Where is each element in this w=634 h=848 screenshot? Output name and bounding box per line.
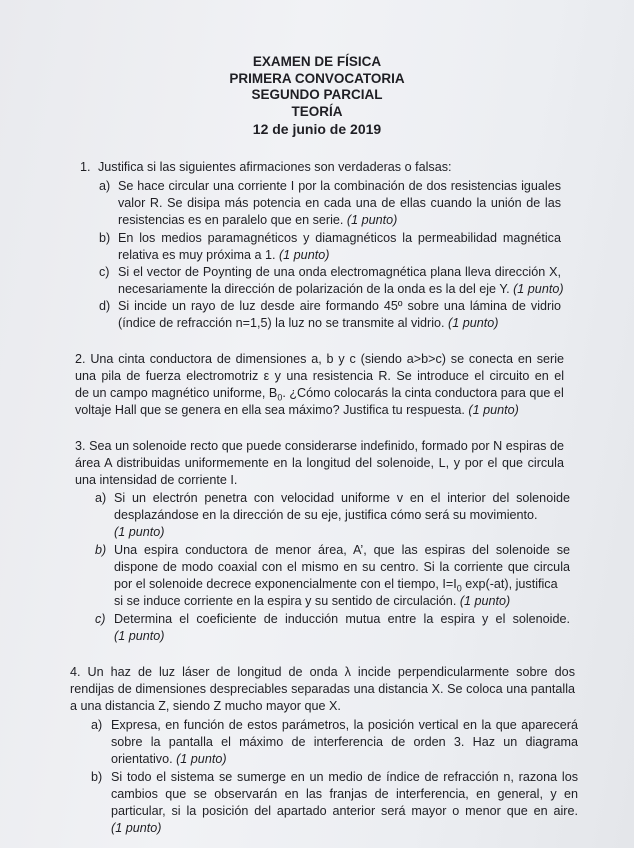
q3-c-label: c)	[95, 612, 106, 626]
q1-c-points: (1 punto)	[513, 282, 564, 296]
q3-a-line2: desplazándose en la dirección de su eje, justifica cómo será su movimiento.	[114, 508, 538, 522]
q4-a-line1: Expresa, en función de estos parámetros, la posición vertical en la que aparecerá	[111, 718, 578, 732]
q1-c-line1: Si el vector de Poynting de una onda electromagnética plana lleva dirección X,	[118, 265, 561, 279]
q1-number: 1.	[80, 160, 91, 174]
q3-c-points: (1 punto)	[114, 629, 165, 643]
q1-a-points: (1 punto)	[346, 213, 398, 227]
exam-convocatoria: PRIMERA CONVOCATORIA	[229, 70, 405, 86]
q1-d-label: d)	[99, 299, 111, 313]
q3-b-label: b)	[95, 543, 107, 557]
q2-line4-text: voltaje Hall que se genera en ella sea máximo? Justifica tu respuesta.	[75, 403, 465, 417]
q3-b-line4-text: si se induce corriente en la espira y su sentido de circulación.	[114, 594, 457, 608]
q3-b-line3-text: por el solenoide decrece exponencialmente con el tiempo, I=I	[114, 577, 457, 591]
q1-a-line1: Se hace circular una corriente I por la combinación de dos resistencias iguales	[118, 179, 561, 193]
q1-c-line2-text: necesariamente la dirección de polarización de la onda es la del eje Y.	[118, 282, 510, 296]
q1-d-line2	[118, 315, 498, 332]
q1-d-line2-text: (índice de refracción n=1,5) la luz no se transmite al vidrio.	[118, 316, 445, 330]
q3-line2: área A distribuidas uniformemente en la longitud del solenoide, L, y por el que circula	[75, 456, 564, 470]
q3-line3: una intensidad de corriente I.	[75, 473, 238, 487]
q4-line2: rendijas de dimensiones despreciables separadas una distancia X. Se coloca una pantalla	[70, 682, 575, 696]
q3-line1: 3. Sea un solenoide recto que puede considerarse indefinido, formado por N espiras de	[75, 439, 564, 453]
q3-b-line3	[114, 576, 558, 593]
q4-b-label: b)	[91, 770, 103, 784]
q3-b-line2: dispone de modo coaxial con el mismo en su centro. Si la corriente que circula	[114, 560, 570, 574]
q3-a-line1: Si un electrón penetra con velocidad uniforme v en el interior del solenoide	[114, 491, 570, 505]
q2-line4	[75, 402, 519, 419]
q4-line1: 4. Un haz de luz láser de longitud de onda λ incide perpendicularmente sobre dos	[70, 665, 575, 679]
exam-tipo: TEORÍA	[291, 103, 343, 119]
q1-d-line1: Si incide un rayo de luz desde aire formando 45º sobre una lámina de vidrio	[118, 299, 561, 313]
q1-a-line3-text: resistencias es en paralelo que en serie.	[118, 213, 344, 227]
q3-b-line1: Una espira conductora de menor área, A’, que las espiras del solenoide se	[114, 543, 570, 557]
q1-c-line2	[118, 281, 564, 298]
q2-line3	[75, 385, 564, 402]
q2-line3-text-b: . ¿Cómo colocarás la cinta conductora para que el	[282, 386, 564, 400]
exam-header	[0, 54, 634, 138]
q4-b-points: (1 punto)	[111, 821, 162, 835]
q1-b-line2-text: relativa es muy próxima a 1.	[118, 248, 276, 262]
q1-a-line3	[118, 212, 397, 229]
q3-a-label: a)	[95, 491, 107, 505]
q2-points: (1 punto)	[468, 403, 519, 417]
q2-line1: 2. Una cinta conductora de dimensiones a, b y c (siendo a>b>c) se conecta en serie	[75, 352, 564, 366]
q4-a-points: (1 punto)	[176, 752, 227, 766]
q1-b-label: b)	[99, 231, 111, 245]
q4-b-line3: particular, si la posición del apartado anterior será mayor o menor que en aire.	[111, 804, 578, 818]
q2-line2: una pila de fuerza electromotriz ε y una resistencia R. Se introduce el circuito en el	[75, 369, 564, 383]
q4-a-label: a)	[91, 718, 103, 732]
exam-title: EXAMEN DE FÍSICA	[252, 54, 382, 69]
q1-a-label: a)	[99, 179, 111, 193]
q2-b0-subscript: 0	[277, 392, 283, 403]
q4-a-line2: sobre la pantalla el máximo de interferencia de orden 3. Haz un diagrama	[111, 735, 578, 749]
q3-b-points: (1 punto)	[459, 594, 511, 608]
q4-b-line2: cambios que se observarán en las franjas de interferencia, en general, y en	[111, 787, 578, 801]
q2-line3-text: de un campo magnético uniforme, B	[75, 386, 278, 400]
q3-i0-subscript: 0	[456, 583, 462, 594]
q4-a-line3-text: orientativo.	[111, 752, 173, 766]
q1-b-line1: En los medios paramagnéticos y diamagnéticos la permeabilidad magnética	[118, 231, 561, 245]
exam-parcial: SEGUNDO PARCIAL	[251, 87, 383, 102]
q1-a-line2: valor R. Se disipa más potencia en cada una de ellas cuando la unión de las	[118, 196, 561, 210]
q1-d-points: (1 punto)	[448, 316, 499, 330]
q1-intro: Justifica si las siguientes afirmaciones son verdaderas o falsas:	[98, 160, 452, 174]
q3-b-line3-text-b: exp(-at), justifica	[461, 577, 558, 591]
q3-c-line1: Determina el coeficiente de inducción mutua entre la espira y el solenoide.	[114, 612, 570, 626]
q3-b-line4	[114, 593, 510, 610]
q4-a-line3	[111, 751, 227, 768]
q4-b-line1: Si todo el sistema se sumerge en un medio de índice de refracción n, razona los	[111, 770, 578, 784]
q4-line3: a una distancia Z, siendo Z mucho mayor que X.	[70, 699, 341, 713]
q3-a-points: (1 punto)	[114, 525, 165, 539]
q1-b-line2	[118, 247, 329, 264]
exam-date: 12 de junio de 2019	[252, 121, 382, 137]
q1-c-label: c)	[99, 265, 110, 279]
q1-b-points: (1 punto)	[278, 248, 330, 262]
